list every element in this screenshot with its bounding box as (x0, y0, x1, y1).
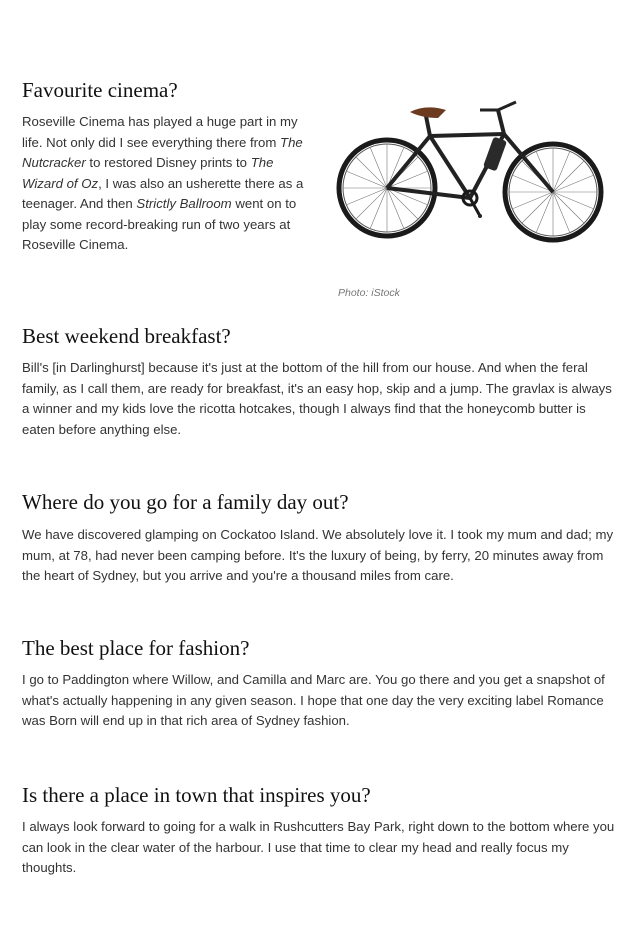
title-strictly-ballroom: Strictly Ballroom (136, 196, 232, 211)
bicycle-photo (330, 94, 612, 254)
answer-breakfast: Bill's [in Darlinghurst] because it's just at the bottom of the hill from our house. And when the feral family, as I call them, are ready for breakfast, it's an easy hop, skip and a jump. The gravlax is always a winner and my kids love the ricotta hotcakes, though I always find that the honeycomb butter is eaten before anything else. (22, 360, 612, 437)
answer-cinema: Roseville Cinema has played a huge part in my life. Not only did I see everything there from The Nutcracker to restored Disney prints to The Wizard of Oz, I was also an usherette there as a teenager. And then Strictly Ballroom went on to play some record-breaking run of two years at Roseville Cinema. (22, 114, 304, 252)
question-heading-inspiration: Is there a place in town that inspires you? (22, 783, 371, 807)
answer-inspiration: I always look forward to going for a walk in Rushcutters Bay Park, right down to the bottom where you can look in the clear water of the harbour. I use that time to clear my head and really focus my thoughts. (22, 819, 615, 875)
title-the-wizard-of-oz: The Wizard of Oz (22, 155, 274, 191)
answer-fashion: I go to Paddington where Willow, and Camilla and Marc are. You go there and you get a snapshot of what's actually happening in any given season. I hope that one day the very exciting label Romance was Born will end up in that rich area of Sydney fashion. (22, 672, 605, 728)
question-heading-breakfast: Best weekend breakfast? (22, 324, 231, 348)
question-heading-fashion: The best place for fashion? (22, 636, 250, 660)
question-heading-cinema: Favourite cinema? (22, 78, 178, 102)
photo-credit: Photo: iStock (338, 287, 400, 299)
answer-family-day-out: We have discovered glamping on Cockatoo Island. We absolutely love it. I took my mum and dad; my mum, at 78, had never been camping before. It's the luxury of being, by ferry, 20 minutes away from the heart of Sydney, but you arrive and you're a thousand miles from care. (22, 527, 614, 583)
title-the-nutcracker: The Nutcracker (22, 134, 303, 170)
question-heading-family-day-out: Where do you go for a family day out? (22, 490, 349, 514)
